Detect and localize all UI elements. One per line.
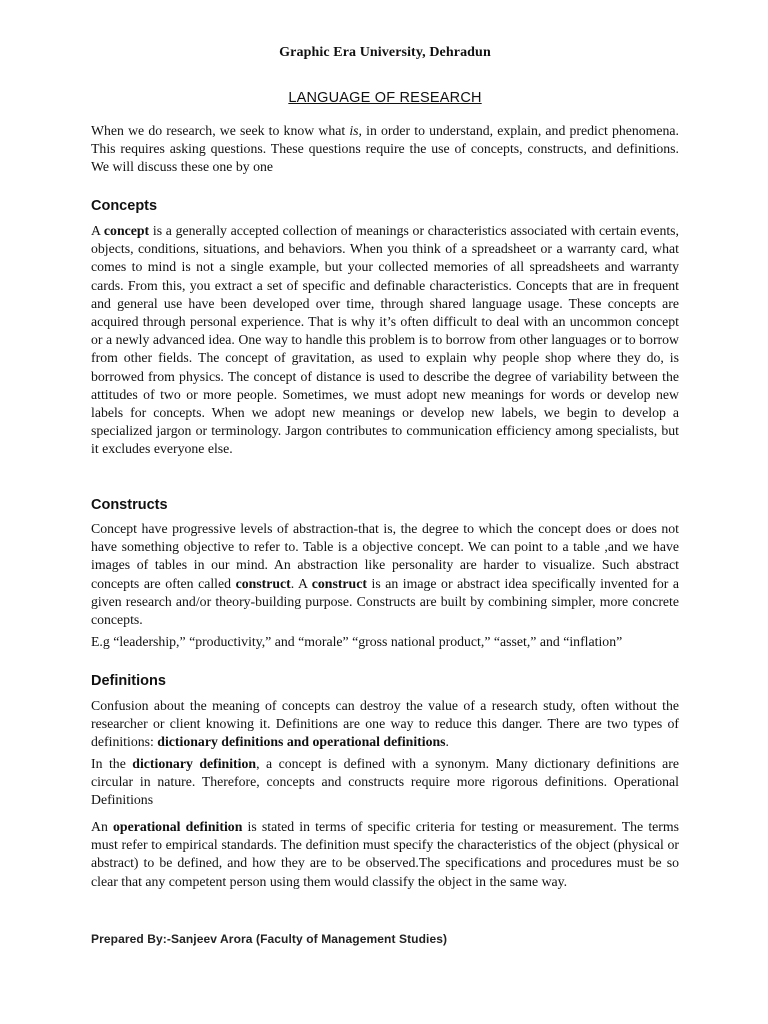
intro-paragraph: When we do research, we seek to know what is, in order to understand, explain, and predict phenomena. This requires asking questions. These questions require the use of concepts, constructs, and definitions. We will discuss these one by one [91, 123, 679, 175]
term-dictionary-definition: dictionary definition [132, 756, 257, 771]
term-construct: construct [235, 575, 291, 591]
concepts-heading: Concepts [91, 198, 158, 214]
constructs-paragraph: Concept have progressive levels of abstraction-that is, the degree to which the concept does or does not have something objective to refer to. Table is a objective concept. We can point to a table ,and we have images of tables in our mind. An abstraction like personality are harder to visualize. Such abstract concepts are often called construct. A construct is an image or abstract idea specifically invented for a given research and/or theory-building purpose. Constructs are built by combining simpler, more concrete concepts. [91, 521, 679, 628]
university-header: Graphic Era University, Dehradun [279, 45, 491, 60]
term-definition-types: dictionary definitions and operational definitions [157, 734, 446, 750]
definitions-paragraph: Confusion about the meaning of concepts can destroy the value of a research study, often without the researcher or client knowing it. Definitions are one way to reduce this danger. There are two types of definitions: dictionary definitions and operational definitions. [91, 698, 679, 750]
constructs-heading: Constructs [91, 497, 168, 513]
emphasis-is: is [349, 123, 359, 138]
document-title: LANGUAGE OF RESEARCH [288, 90, 482, 106]
dictionary-definition-paragraph: In the dictionary definition, a concept is defined with a synonym. Many dictionary definitions are circular in nature. Therefore, concepts and constructs require more rigorous definitions. Operational Definitions [91, 756, 679, 808]
concepts-paragraph: A concept is a generally accepted collection of meanings or characteristics associated with certain events, objects, conditions, situations, and behaviors. When you think of a spreadsheet or a warranty card, what comes to mind is not a single example, but your collected memories of all spreadsheets and warranty cards. From this, you extract a set of specific and definable characteristics. Concepts that are in frequent and general use have been developed over time, through shared language usage. These concepts are acquired through personal experience. That is why it’s often difficult to deal with an uncommon concept or a newly advanced idea. One way to handle this problem is to borrow from other languages or to borrow from other fields. The concept of gravitation, as used to explain why people shop where they do, is borrowed from physics. The concept of distance is used to describe the degree of variability between the attitudes of two or more people. Sometimes, we must adopt new meanings for words or develop new labels for concepts. When we adopt new meanings or develop new labels, we begin to develop a specialized jargon or terminology. Jargon contributes to communication efficiency among specialists, but it excludes everyone else. [91, 223, 679, 457]
term-construct-2: construct [311, 575, 367, 591]
term-concept: concept [103, 223, 150, 238]
constructs-examples: E.g “leadership,” “productivity,” and “morale” “gross national product,” “asset,” and “inflation” [91, 634, 623, 649]
operational-definition-paragraph: An operational definition is stated in terms of specific criteria for testing or measurement. The terms must refer to empirical standards. The definition must specify the characteristics of the object (physical or abstract) to be defined, and how they are to be observed.The specifications and procedures must be so clear that any competent person using them would classify the object in the same way. [91, 819, 679, 889]
term-operational-definition: operational definition [113, 819, 243, 834]
definitions-heading: Definitions [91, 673, 166, 689]
page-footer: Prepared By:-Sanjeev Arora (Faculty of Management Studies) [91, 932, 448, 946]
